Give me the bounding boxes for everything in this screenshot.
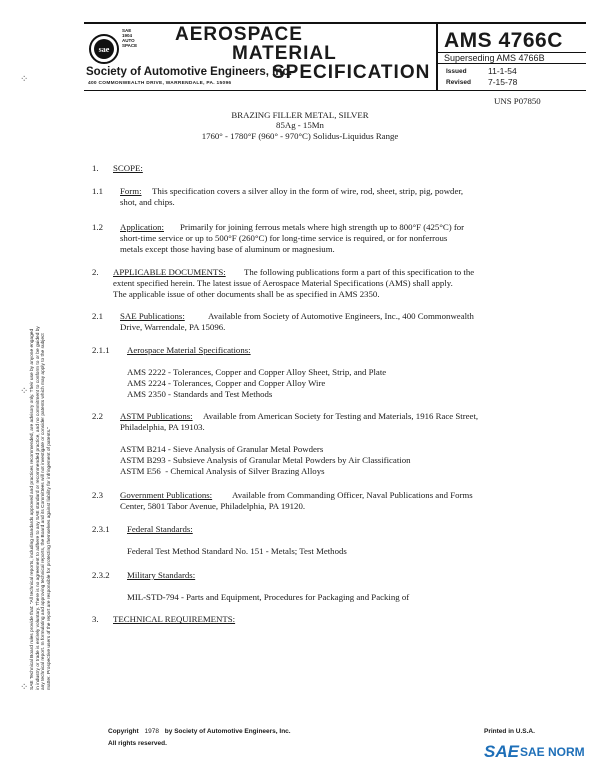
footer-printed: Printed in U.S.A. [484, 728, 535, 735]
section-2-1-label: SAE Publications: [120, 311, 185, 321]
superseding: Superseding AMS 4766B [444, 53, 545, 63]
astm-list-item: ASTM B214 - Sieve Analysis of Granular Metal Powders [120, 444, 324, 454]
footer-rights: All rights reserved. [108, 740, 167, 747]
section-1-2-line3: metals except those having base of aluminum or magnesium. [120, 244, 335, 254]
section-1-1-label: Form: [120, 186, 142, 196]
logo-text: SAE 1904 AUTO SPACE [122, 28, 138, 48]
section-2-number: 2. [92, 267, 99, 277]
section-2-line3: The applicable issue of other documents shall be as specified in AMS 2350. [113, 289, 380, 299]
svg-text:sae: sae [98, 45, 110, 54]
section-2-1-1-label: Aerospace Material Specifications: [127, 345, 251, 355]
section-2-3-2-number: 2.3.2 [92, 570, 110, 580]
title-material: MATERIAL [232, 43, 337, 64]
doc-title-line3: 1760° - 1780°F (960° - 970°C) Solidus-Liquidus Range [201, 131, 399, 141]
section-3-title: TECHNICAL REQUIREMENTS: [113, 614, 236, 624]
revised-label: Revised [446, 79, 471, 86]
header-bottom-rule [84, 90, 586, 91]
binder-hole-mark: ⁘ [20, 74, 29, 85]
doc-title-line1: BRAZING FILLER METAL, SILVER [231, 110, 369, 120]
section-2-1-1-number: 2.1.1 [92, 345, 110, 355]
section-2-1-line1: Available from Society of Automotive Engineers, Inc., 400 Commonwealth [208, 311, 474, 321]
section-1-1-line2: shot, and chips. [120, 197, 175, 207]
binder-hole-mark: ⁘ [20, 682, 29, 693]
footer-copyright: Copyright 1978 by Society of Automotive Engineers, Inc. [108, 728, 291, 735]
section-1-1-number: 1.1 [92, 186, 103, 196]
ams-list-item: AMS 2222 - Tolerances, Copper and Copper Alloy Sheet, Strip, and Plate [127, 367, 387, 377]
section-1-2-line1: Primarily for joining ferrous metals where high strength up to 800°F (425°C) for [180, 222, 465, 232]
revised-date: 7-15-78 [488, 77, 518, 87]
section-2-2-number: 2.2 [92, 411, 103, 421]
section-2-2-line2: Philadelphia, PA 19103. [120, 422, 205, 432]
doc-title-line2: 85Ag - 15Mn [276, 120, 324, 130]
section-2-3-2-label: Military Standards: [127, 570, 196, 580]
section-2-3-1-number: 2.3.1 [92, 524, 110, 534]
binder-hole-mark: ⁘ [20, 386, 29, 397]
section-2-line1: The following publications form a part of this specification to the [244, 267, 475, 277]
section-2-2-label: ASTM Publications: [120, 411, 193, 421]
society-address: 400 COMMONWEALTH DRIVE, WARRENDALE, PA. 15096 [88, 81, 232, 86]
section-1-title: SCOPE: [113, 163, 143, 173]
issued-label: Issued [446, 68, 467, 75]
federal-standard-item: Federal Test Method Standard No. 151 - Metals; Test Methods [127, 546, 347, 556]
section-1-2-label: Application: [120, 222, 164, 232]
section-2-label: APPLICABLE DOCUMENTS: [113, 267, 226, 277]
section-2-3-number: 2.3 [92, 490, 103, 500]
uns-number: UNS P07850 [494, 96, 541, 106]
astm-list-item: ASTM E56 - Chemical Analysis of Silver Brazing Alloys [120, 466, 325, 476]
header-divider [436, 22, 438, 90]
section-2-3-line2: Center, 5801 Tabor Avenue, Philadelphia, PA 19120. [120, 501, 306, 511]
header-superseding-rule [436, 63, 586, 64]
astm-list-item: ASTM B293 - Subsieve Analysis of Granular Metal Powders by Air Classification [120, 455, 411, 465]
title-specification: SPECIFICATION [272, 62, 431, 83]
ams-list-item: AMS 2350 - Standards and Test Methods [127, 389, 273, 399]
document-number: AMS 4766C [444, 29, 563, 52]
section-2-1-number: 2.1 [92, 311, 103, 321]
society-name: Society of Automotive Engineers, Inc. [86, 66, 292, 78]
section-1-2-line2: short-time service or up to 500°F (260°C) for long-time service is required, or for nonferrous [120, 233, 448, 243]
section-2-2-line1: Available from American Society for Testing and Materials, 1916 Race Street, [203, 411, 479, 421]
section-1-1-line1: This specification covers a silver alloy in the form of wire, rod, sheet, strip, pig, powder, [152, 186, 464, 196]
section-2-3-label: Government Publications: [120, 490, 213, 500]
section-1-2-number: 1.2 [92, 222, 103, 232]
issued-date: 11-1-54 [488, 66, 517, 76]
ams-list-item: AMS 2224 - Tolerances, Copper and Copper Alloy Wire [127, 378, 326, 388]
side-disclaimer: SAE Technical Board rules provide that: "All technical reports, including standards approved and practices recommended, are advisory only. Their use by anyone engaged in industry or trade is entirely voluntary. There is no agreement to adhere to any SAE standard or recommended practice, and no commitment to conform to or be guided by any technical report. In formulating and approving technical reports, the Board and its Committees will not investigate or consider patents which may apply to the subject matter. Prospective users of the report are responsible for protecting themselves against liability for infringement of patents." [30, 326, 52, 690]
watermark-logo: SAE [484, 742, 519, 761]
header-top-rule [84, 22, 586, 24]
section-1-number: 1. [92, 163, 99, 173]
section-3-number: 3. [92, 614, 99, 624]
section-2-3-1-label: Federal Standards: [127, 524, 193, 534]
title-aerospace: AEROSPACE [175, 24, 303, 45]
section-2-line2: extent specified herein. The latest issue of Aerospace Material Specifications (AMS) shall apply. [113, 278, 453, 288]
military-standard-item: MIL-STD-794 - Parts and Equipment, Procedures for Packaging and Packing of [127, 592, 410, 602]
watermark-text: SAE NORM [520, 745, 585, 759]
section-2-1-line2: Drive, Warrendale, PA 15096. [120, 322, 226, 332]
section-2-3-line1: Available from Commanding Officer, Naval Publications and Forms [232, 490, 473, 500]
